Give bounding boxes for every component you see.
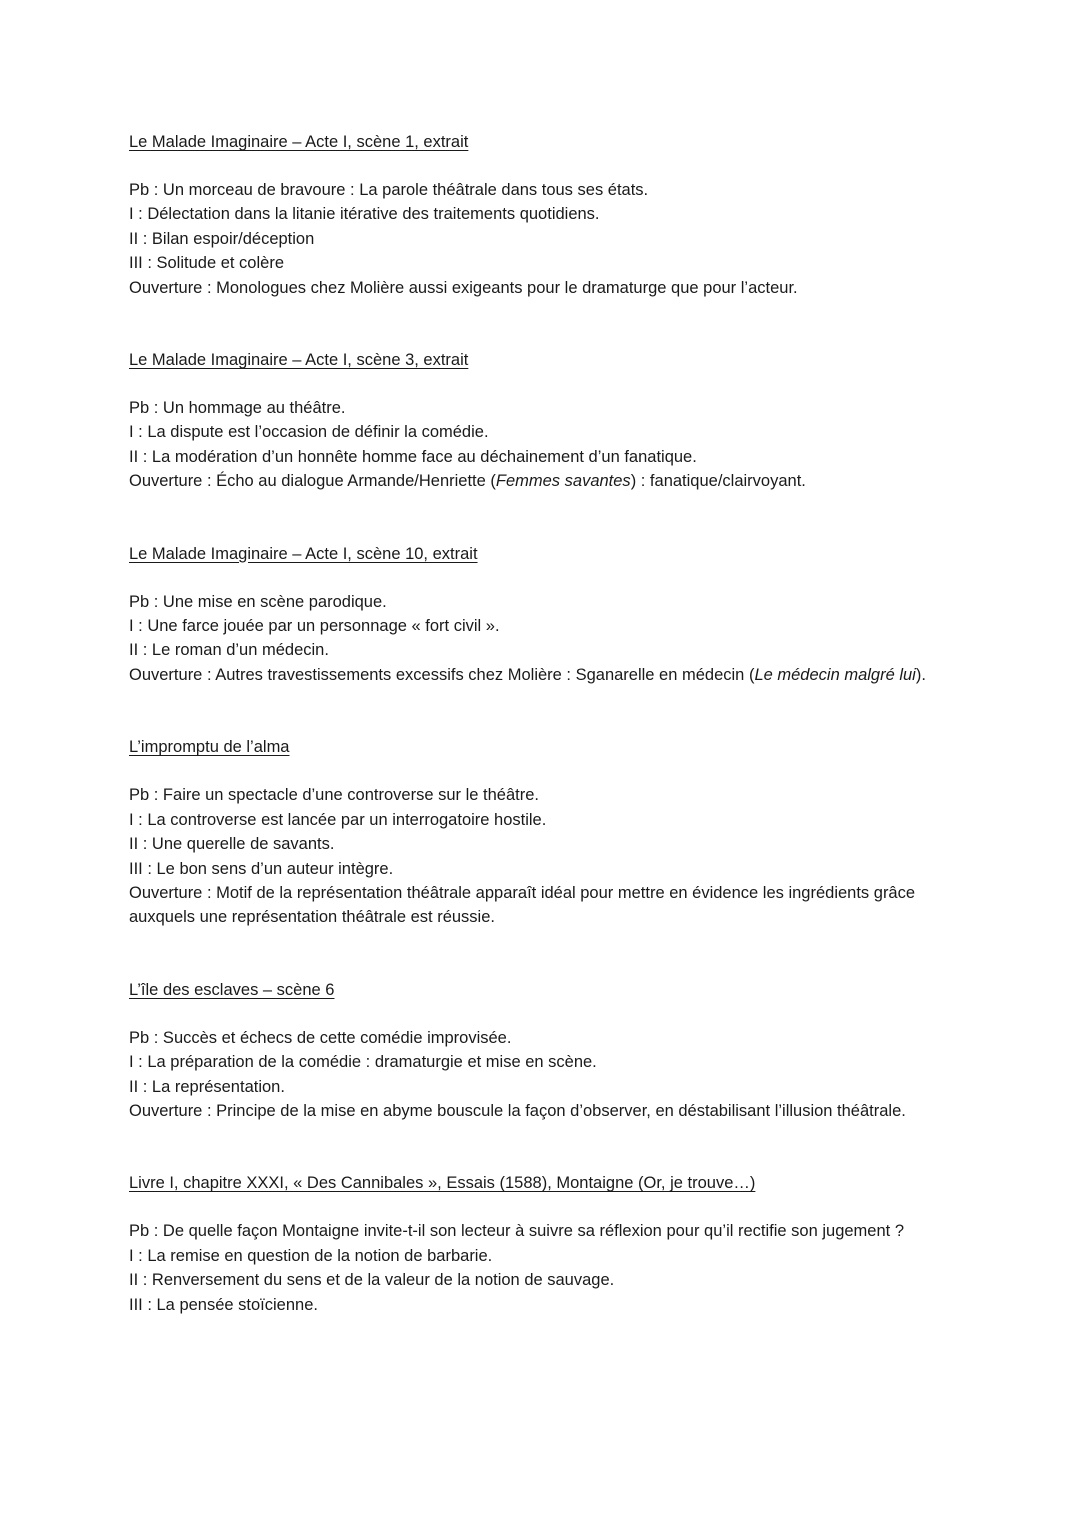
work-title: Femmes savantes [495, 472, 631, 491]
part-iii-line: III : La pensée stoïcienne. [129, 1295, 318, 1314]
section-title: Le Malade Imaginaire – Acte I, scène 10, extrait [129, 544, 478, 563]
ouverture-text-end: ). [915, 665, 926, 684]
part-ii-line: II : Renversement du sens et de la valeur de la notion de sauvage. [129, 1271, 615, 1290]
part-ii-line: II : La modération d’un honnête homme face au déchainement d’un fanatique. [129, 447, 697, 466]
part-ii-line: II : Le roman d’un médecin. [129, 641, 329, 660]
section-title: L’île des esclaves – scène 6 [129, 980, 335, 999]
section-montaigne-cannibales [129, 1171, 960, 1317]
section-malade-scene-10 [129, 542, 960, 688]
part-i-line: I : Une farce jouée par un personnage « fort civil ». [129, 617, 500, 636]
part-i-line: I : La dispute est l’occasion de définir la comédie. [129, 423, 489, 442]
problematique-line: Pb : Un hommage au théâtre. [129, 399, 346, 418]
part-ii-line: II : La représentation. [129, 1077, 285, 1096]
part-ii-line: II : Une querelle de savants. [129, 835, 335, 854]
part-ii-line: II : Bilan espoir/déception [129, 229, 315, 248]
ouverture-line [129, 663, 960, 687]
section-malade-scene-3 [129, 348, 960, 494]
part-i-line: I : La remise en question de la notion de barbarie. [129, 1246, 493, 1265]
section-title: L’impromptu de l’alma [129, 738, 290, 757]
ouverture-line: Ouverture : Motif de la représentation théâtrale apparaît idéal pour mettre en évidence les ingrédients grâce auxquels une représentation théâtrale est réussie. [129, 883, 916, 927]
section-ile-esclaves [129, 978, 960, 1124]
part-i-line: I : Délectation dans la litanie itérative des traitements quotidiens. [129, 205, 600, 224]
ouverture-text: Ouverture : Autres travestissements excessifs chez Molière : Sganarelle en médecin ( [129, 665, 755, 684]
problematique-line: Pb : Succès et échecs de cette comédie improvisée. [129, 1028, 512, 1047]
part-iii-line: III : Solitude et colère [129, 254, 285, 273]
problematique-line: Pb : Une mise en scène parodique. [129, 592, 387, 611]
ouverture-line: Ouverture : Monologues chez Molière aussi exigeants pour le dramaturge que pour l’acteur. [129, 278, 798, 297]
ouverture-text: Ouverture : Écho au dialogue Armande/Henriette ( [129, 472, 496, 491]
ouverture-line: Ouverture : Principe de la mise en abyme bouscule la façon d’observer, en déstabilisant l’illusion théâtrale. [129, 1101, 906, 1120]
section-title: Le Malade Imaginaire – Acte I, scène 1, extrait [129, 133, 469, 151]
section-title: Livre I, chapitre XXXI, « Des Cannibales », Essais (1588), Montaigne (Or, je trouve…) [129, 1174, 756, 1193]
section-title: Le Malade Imaginaire – Acte I, scène 3, extrait [129, 351, 469, 370]
problematique-line: Pb : Un morceau de bravoure : La parole théâtrale dans tous ses états. [129, 181, 649, 199]
work-title: Le médecin malgré lui [754, 665, 916, 684]
part-i-line: I : La controverse est lancée par un interrogatoire hostile. [129, 810, 547, 829]
section-malade-scene-1 [129, 130, 960, 300]
part-i-line: I : La préparation de la comédie : dramaturgie et mise en scène. [129, 1053, 597, 1072]
ouverture-text-end: ) : fanatique/clairvoyant. [630, 472, 806, 491]
part-iii-line: III : Le bon sens d’un auteur intègre. [129, 859, 394, 878]
ouverture-line [129, 469, 960, 493]
problematique-line: Pb : Faire un spectacle d’une controverse sur le théâtre. [129, 786, 539, 805]
section-impromptu-alma [129, 735, 960, 929]
problematique-line: Pb : De quelle façon Montaigne invite-t-il son lecteur à suivre sa réflexion pour qu’il rectifie son jugement ? [129, 1222, 904, 1241]
